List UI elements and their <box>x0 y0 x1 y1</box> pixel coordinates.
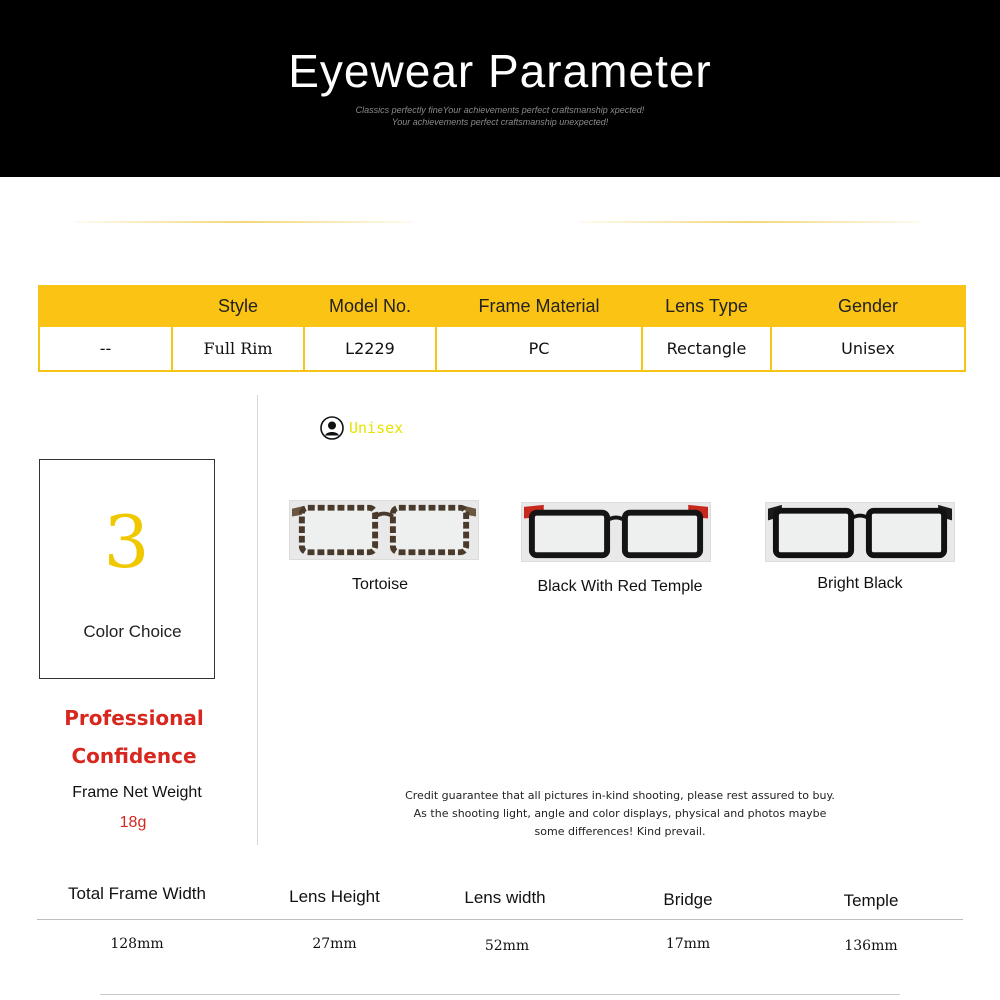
parameter-value: Full Rim <box>172 326 304 371</box>
parameter-header: Lens Type <box>642 286 771 326</box>
color-option-label: Black With Red Temple <box>537 578 703 595</box>
dimension-value: 128mm <box>110 936 164 952</box>
decorative-line <box>76 221 412 223</box>
person-icon <box>320 416 344 440</box>
vertical-divider <box>257 395 258 845</box>
dimension-value: 136mm <box>844 938 898 954</box>
parameter-value-row <box>39 326 965 371</box>
glasses-bright-black-image <box>765 502 955 562</box>
banner-subtitle: Classics perfectly fineYour achievements perfect craftsmanship xpected! <box>355 105 645 115</box>
dimensions-table <box>37 878 963 958</box>
color-option-label: Tortoise <box>351 576 409 593</box>
parameter-table <box>38 285 966 372</box>
color-choice-box <box>39 459 215 679</box>
dimension-header: Lens Height <box>289 887 380 906</box>
dimension-header: Bridge <box>663 890 713 909</box>
dimension-value: 52mm <box>484 938 530 954</box>
credit-text: As the shooting light, angle and color displays, physical and photos maybe <box>413 807 827 820</box>
parameter-header: Frame Material <box>436 286 642 326</box>
parameter-value: Rectangle <box>642 326 771 371</box>
weight-label: Frame Net Weight <box>72 784 202 801</box>
glasses-tortoise-image <box>289 500 479 560</box>
dimension-value: 17mm <box>665 936 711 952</box>
parameter-header: Gender <box>771 286 965 326</box>
parameter-header: Style <box>172 286 304 326</box>
gender-badge-text: Unisex <box>349 419 404 437</box>
dimension-header: Lens width <box>464 888 546 907</box>
parameter-value: -- <box>39 326 172 371</box>
parameter-header <box>39 286 172 326</box>
confidence-heading: Confidence <box>71 744 197 768</box>
dimension-header: Total Frame Width <box>68 884 206 903</box>
bottom-divider <box>100 994 900 995</box>
parameter-header: Model No. <box>304 286 436 326</box>
parameter-header-row <box>39 286 965 326</box>
dimension-divider <box>37 919 963 920</box>
color-option-label: Bright Black <box>817 575 903 592</box>
color-choice-label: Color Choice <box>83 622 182 641</box>
color-count: 3 <box>103 500 150 584</box>
page-title: Eyewear Parameter <box>288 45 712 97</box>
weight-value: 18g <box>119 814 147 831</box>
dimension-value: 27mm <box>312 936 357 952</box>
dimension-header: Temple <box>843 891 899 910</box>
credit-text: some differences! Kind prevail. <box>534 825 706 838</box>
decorative-line <box>580 221 920 223</box>
professional-heading: Professional <box>64 706 204 730</box>
glasses-black-red-image <box>521 502 711 562</box>
banner-subtitle: Your achievements perfect craftsmanship unexpected! <box>391 117 609 127</box>
parameter-value: L2229 <box>304 326 436 371</box>
parameter-value: Unisex <box>771 326 965 371</box>
header-banner <box>0 0 1000 177</box>
gender-badge <box>320 416 403 440</box>
credit-text: Credit guarantee that all pictures in-kind shooting, please rest assured to buy. <box>405 789 835 802</box>
parameter-value: PC <box>436 326 642 371</box>
